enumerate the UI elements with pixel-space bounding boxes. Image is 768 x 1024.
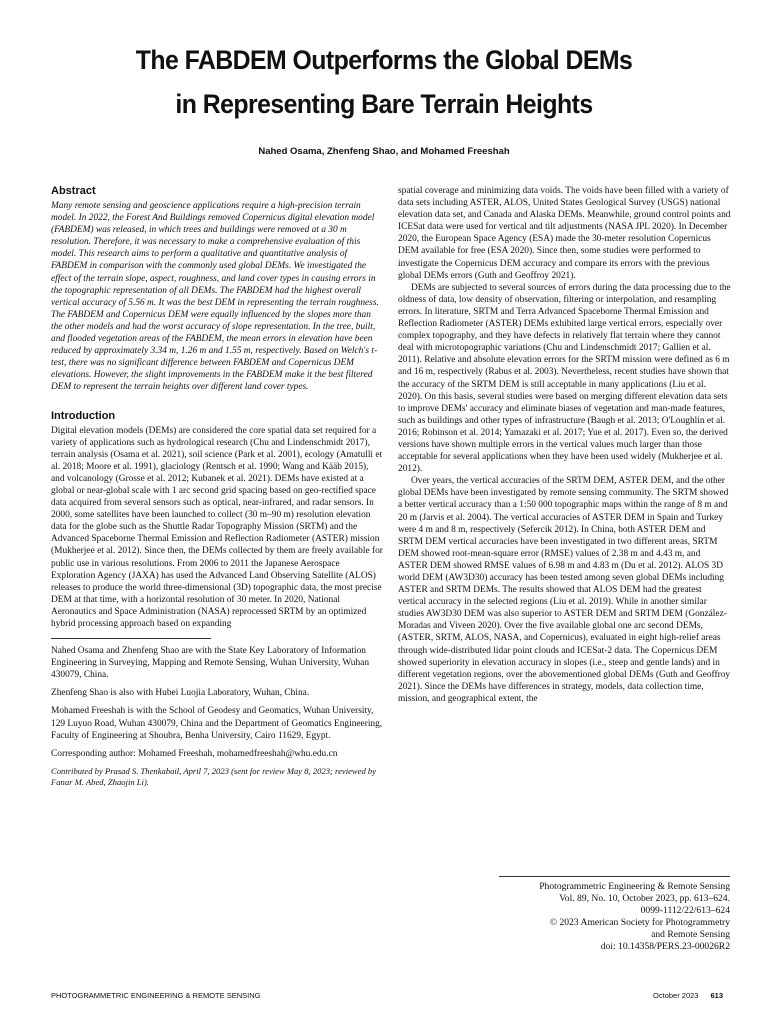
abstract-text: Many remote sensing and geoscience applications require a high-precision terrain model. In 2022, the Forest And Buildings removed Copernicus digital elevation model (FABDEM) was released, in which trees and buildings were removed at a 30 m resolution. Therefore, it was necessary to make a comprehensive evaluation of this model. This research aims to perform a qualitative and quantitative analysis of FABDEM in comparison with the commonly used global DEMs. We investigated the effect of the terrain slope, aspect, roughness, and land cover types in causing errors in the topographic representation of all DEMs. The FABDEM had the highest overall vertical accuracy of 5.56 m. It was the best DEM in representing the terrain roughness. The FABDEM and Copernicus DEM were equally influenced by the slopes more than the other models and had the worst accuracy of slope representation. In the tree, built, and flooded vegetation areas of the FABDEM, the mean errors in elevation have been reduced by approximately 3.34 m, 1.26 m and 1.55 m, respectively. Based on Welch's t-test, there was no significant difference between FABDEM and Copernicus DEM elevations. However, the slight improvements in the FABDEM make it the best filtered DEM to represent the terrain heights over different land cover types.	[51, 201, 379, 393]
affiliation-2: Zhenfeng Shao is also with Hubei Luojia Laboratory, Wuhan, China.	[51, 688, 310, 699]
copyright-line-1: © 2023 American Society for Photogrammetry	[549, 917, 730, 929]
page-number: 613	[710, 991, 723, 1000]
volume-info: Vol. 89, No. 10, October 2023, pp. 613–624.	[559, 893, 730, 905]
abstract-heading: Abstract	[51, 185, 96, 197]
footer-date: October 2023	[653, 991, 699, 1000]
intro-paragraph-2: spatial coverage and minimizing data voids. The voids have been filled with a variety of data sets including ASTER, ALOS, United States Geological Survey (USGS) national elevation data set, and Canada and Alaska DEMs. Meanwhile, ground control points and ICESat data were used for vertical and tilt adjustments (NASA JPL 2020). In December 2020, the European Space Agency (ESA) made the 30-meter resolution Copernicus DEM available for free (ESA 2020). Since then, some studies were performed to investigate the Copernicus DEM accuracy and compare its errors with the previous global DEMs errors (Guth and Geoffroy 2021).	[398, 186, 731, 281]
journal-name: Photogrammetric Engineering & Remote Sensing	[539, 881, 730, 892]
left-column	[51, 185, 383, 794]
affiliations	[51, 645, 383, 788]
affiliation-1: Nahed Osama and Zhenfeng Shao are with the State Key Laboratory of Information Engineering in Surveying, Mapping and Remote Sensing, Wuhan University, Wuhan 430079, China.	[51, 646, 370, 681]
right-column	[398, 185, 731, 705]
issn: 0099-1112/22/613–624	[640, 905, 730, 917]
footnote-rule	[51, 638, 211, 639]
intro-paragraph-1: Digital elevation models (DEMs) are considered the core spatial data set required for a variety of applications such as hydrological research (Chu and Lindenschmidt 2017), terrain analysis (Osama et al. 2021), soil science (Park et al. 2001), ecology (Amatulli et al. 2018; Moore et al. 1991), glaciology (Rentsch et al. 1990; Wang and Kääb 2015), and volcanology (Grosse et al. 2012; Kubanek et al. 2021). DEMs have existed at a global or near-global scale with 1 arc second grid spacing based on geo-rectified space data acquired from several sensors such as optical, near-infrared, and radar sensors. In 2000, some satellites have been launched to collect (30 m–90 m) resolution elevation data for the globe such as the Shuttle Radar Topography Mission (SRTM) and the Advanced Spaceborne Thermal Emission and Reflection Radiometer (ASTER) mission (Mukherjee et al. 2012). Since then, the DEMs collected by them are freely available for public use in various resolutions. From 2006 to 2011 the Japanese Aerospace Exploration Agency (JAXA) has used the Advanced Land Observing Satellite (ALOS) releases to produce the world three-dimensional (3D) topographic data, the most precise DEM at that time, with a horizontal resolution of 30 meter. In 2020, National Aeronautics and Space Administration (NASA) reprocessed SRTM by an optimized hybrid processing approach based on expanding	[51, 425, 383, 629]
intro-paragraph-3: DEMs are subjected to several sources of errors during the data processing due to the oldness of data, low density of observation, filtering or interpolation, and resampling errors. In literature, SRTM and Terra Advanced Spaceborne Thermal Emission and Reflection Radiometer (ASTER) DEMs exhibited large vertical errors, especially over complex topography, and they have defects in relatively flat terrain where they cannot deal with microtopographic variations (Chu and Lindenschmidt 2017; Gallien et al. 2011). Relative and absolute elevation errors for the SRTM mission were defined as 6 m and 16 m, respectively (Rabus et al. 2003). Nevertheless, recent studies have shown that the accuracy of the SRTM DEM is still acceptable in many applications (Liu et al. 2020). On this basis, several studies were based on merging different elevation data sets to improve DEMs' accuracy and eliminate biases of vegetation and man-made features, such as buildings and other types of infrastructure (Baugh et al. 2013; O'Loughlin et al. 2016; Robinson et al. 2014; Yamazaki et al. 2017; Yue et al. 2017). Even so, the derived versions have shown multiple errors in the vertical values much larger than those acceptable for several applications when they have been used widely (Mukherjee et al. 2012).	[398, 282, 731, 475]
copyright-line-2: and Remote Sensing	[651, 929, 730, 941]
doi: doi: 10.14358/PERS.23-00026R2	[600, 941, 730, 953]
introduction-heading: Introduction	[51, 409, 116, 422]
paper-title	[68, 38, 701, 126]
corresponding-author: Corresponding author: Mohamed Freeshah, mohamedfreeshah@whu.edu.cn	[51, 748, 338, 759]
affiliation-3: Mohamed Freeshah is with the School of Geodesy and Geomatics, Wuhan University, 129 Luyuo Road, Wuhan 430079, China and the Department of Geomatics Engineering, Faculty of Engineering at Shoubra, Benha University, Cairo 11629, Egypt.	[51, 706, 383, 741]
title-line-1: The FABDEM Outperforms the Global DEMs	[135, 45, 633, 75]
intro-paragraph-4: Over years, the vertical accuracies of the SRTM DEM, ASTER DEM, and the other global DEMs have been investigated by remote sensing community. The SRTM showed a better vertical accuracy than a 1:50 000 topographic maps within the range of 8 m and 20 m (Jarvis et al. 2004). The vertical accuracies of ASTER DEM in Spain and Turkey were 4 m and 8 m, respectively (Sefercik 2012). In China, both ASTER DEM and SRTM DEM vertical accuracies have been investigated in two different areas, SRTM DEM showed root-mean-square error (RMSE) values of 2.38 m and 4.43 m, and ASTER DEM showed RMSE values of 6.98 m and 4.83 m (Du et al. 2012). ALOS 3D world DEM (AW3D30) accuracy has been tested among seven global DEMs including ASTER and SRTM DEMs. The results showed that ALOS DEM had the greatest vertical accuracy in the selected regions (Liu et al. 2019). While in another similar studies AW3D30 DEM was also superior to ASTER DEM and SRTM DEM (González-Moradas and Viveen 2020). Over the five available global one arc second DEMs, (ASTER, SRTM, ALOS, NASA, and Copernicus), evaluated in eight high-relief areas through wide-distributed lidar point clouds and ICESat-2 data. The Copernicus DEM showed superiority in elevation accuracy in slopes (i.e., steep and gentle lands) and in different vegetation regions, over the abovementioned global DEMs (Guth and Geoffroy 2021). Since the DEMs have differences in strategy, models, data collection time, mission, and geographical extent, the	[398, 476, 731, 704]
footer-right	[653, 991, 723, 1000]
footer-journal: PHOTOGRAMMETRIC ENGINEERING & REMOTE SENSING	[51, 991, 261, 1000]
author-list: Nahed Osama, Zhenfeng Shao, and Mohamed Freeshah	[258, 146, 510, 157]
contribution-note: Contributed by Prasad S. Thenkabail, April 7, 2023 (sent for review May 8, 2023; reviewed by Fanar M. Abed, Zhaojin Li).	[51, 765, 377, 787]
title-line-2: in Representing Bare Terrain Heights	[175, 89, 593, 119]
publication-info	[499, 876, 730, 954]
